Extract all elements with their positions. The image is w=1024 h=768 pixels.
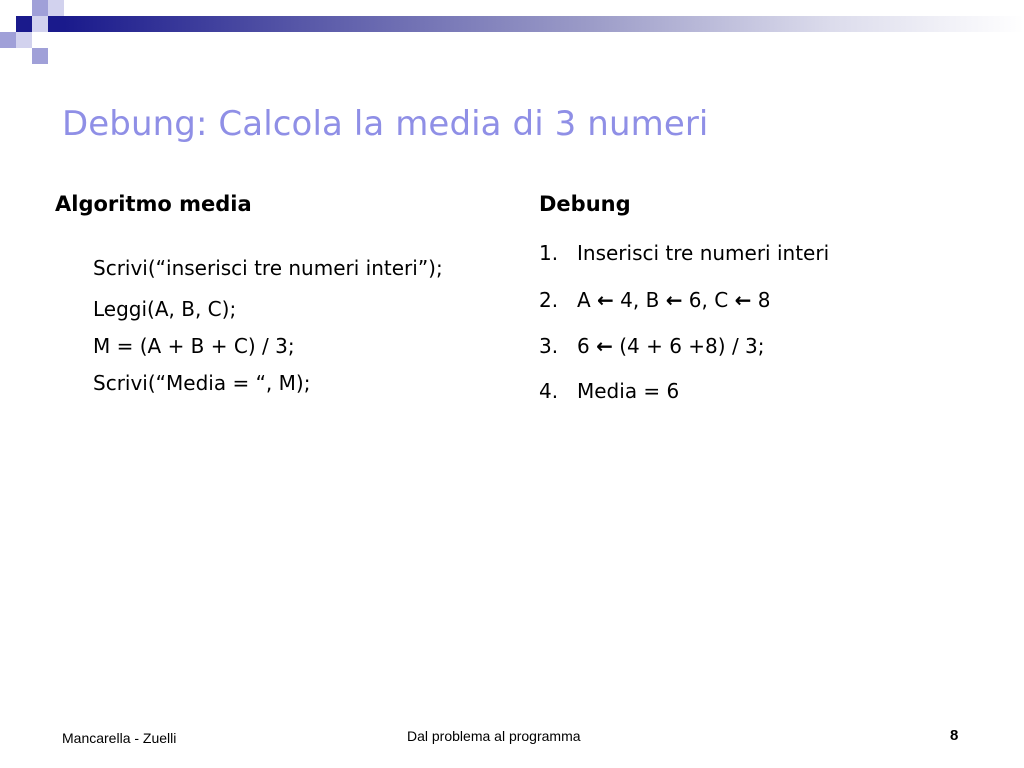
step-text: (4 + 6 +8) / 3; — [612, 334, 765, 358]
algorithm-line: Scrivi(“Media = “, M); — [93, 371, 311, 395]
debug-step — [539, 334, 765, 358]
step-number: 3. — [539, 334, 559, 358]
footer-authors: Mancarella - Zuelli — [62, 730, 177, 746]
slide-title: Debung: Calcola la media di 3 numeri — [62, 104, 709, 144]
left-arrow-icon: ← — [734, 288, 752, 312]
deco-square — [0, 32, 16, 48]
deco-square — [48, 0, 64, 16]
step-text: 6, C — [682, 288, 735, 312]
step-text: 6 — [577, 334, 597, 358]
header-decoration — [0, 0, 1024, 64]
algorithm-line: M = (A + B + C) / 3; — [93, 334, 295, 358]
step-text: 4, B — [613, 288, 666, 312]
step-text: 8 — [751, 288, 771, 312]
right-column-heading: Debung — [539, 192, 631, 216]
deco-square — [16, 16, 32, 32]
algorithm-line: Leggi(A, B, C); — [93, 297, 237, 321]
debug-step — [539, 241, 829, 265]
step-number: 2. — [539, 288, 559, 312]
step-text: Media = 6 — [577, 379, 680, 403]
footer-topic: Dal problema al programma — [407, 728, 581, 744]
step-number: 4. — [539, 379, 559, 403]
left-arrow-icon: ← — [597, 288, 614, 312]
step-text: Inserisci tre numeri interi — [577, 241, 830, 265]
left-arrow-icon: ← — [665, 288, 683, 312]
debug-step — [539, 379, 679, 403]
deco-square — [32, 16, 48, 32]
step-number: 1. — [539, 241, 559, 265]
header-gradient-bar — [64, 16, 1024, 32]
deco-square — [16, 32, 32, 48]
debug-step — [539, 288, 770, 312]
deco-square — [32, 0, 48, 16]
step-text: A — [577, 288, 598, 312]
left-column-heading: Algoritmo media — [55, 192, 252, 216]
deco-square — [32, 48, 48, 64]
deco-square — [48, 16, 64, 32]
left-arrow-icon: ← — [596, 334, 613, 358]
page-number: 8 — [950, 727, 959, 744]
algorithm-line: Scrivi(“inserisci tre numeri interi”); — [93, 256, 443, 280]
